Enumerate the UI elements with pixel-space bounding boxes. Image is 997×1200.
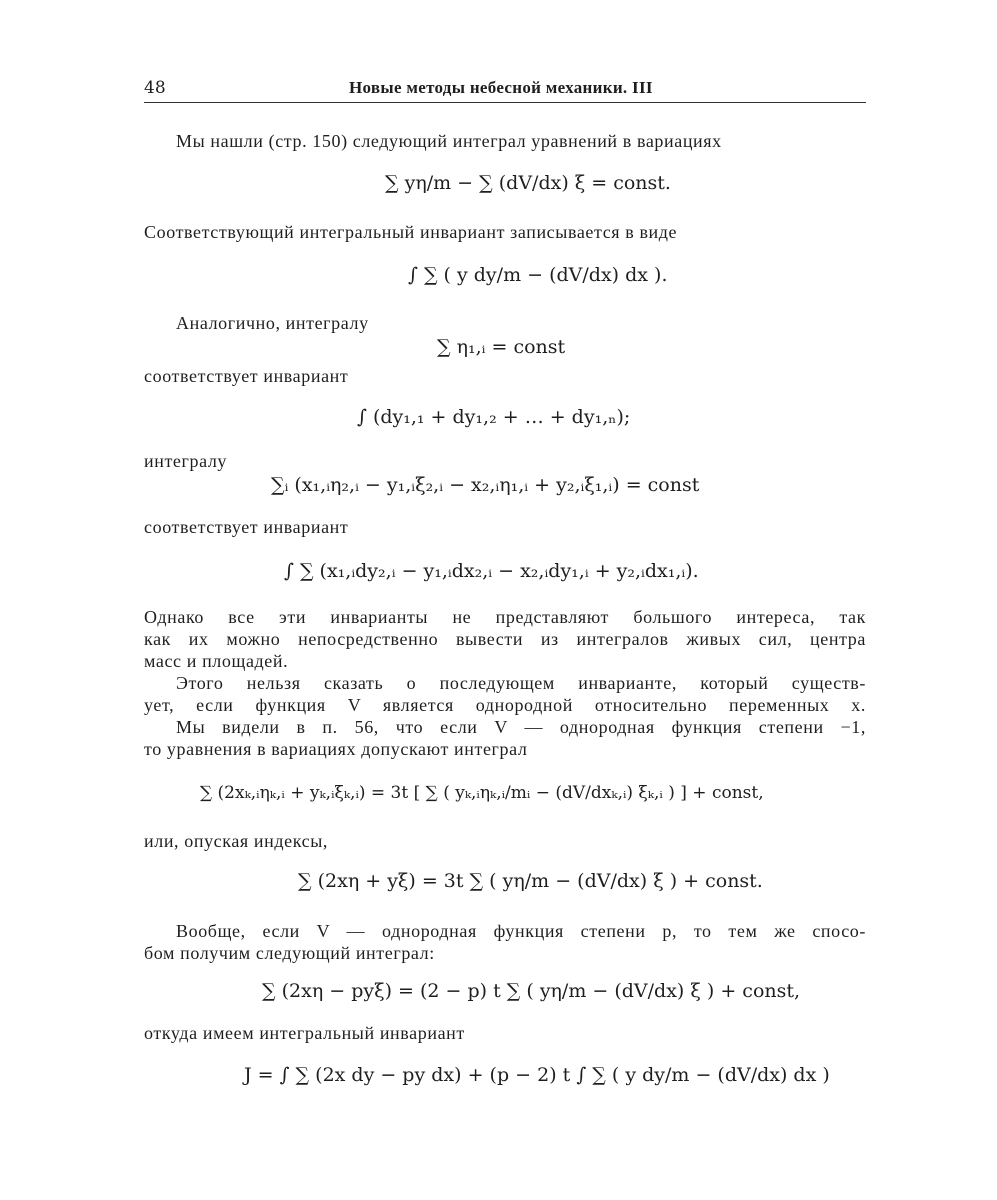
paragraph-line: Аналогично, интегралу (176, 313, 369, 333)
paragraph-line: соответствует инвариант (144, 366, 349, 386)
paragraph-line: ует, если функция V является однородной относительно переменных x. (144, 695, 866, 715)
equation: ∫ ∑ (x₁,ᵢdy₂,ᵢ − y₁,ᵢdx₂,ᵢ − x₂,ᵢdy₁,ᵢ + y₂,ᵢdx₁,ᵢ). (284, 560, 699, 582)
paragraph-line: то уравнения в вариациях допускают интеграл (144, 739, 528, 759)
paragraph-line: Этого нельзя сказать о последующем инварианте, который существ- (176, 673, 866, 693)
paragraph-line: или, опуская индексы, (144, 831, 329, 851)
paragraph-line: соответствует инвариант (144, 517, 349, 537)
paragraph-line: масс и площадей. (144, 651, 289, 671)
running-head (144, 78, 866, 103)
paragraph-line: Однако все эти инварианты не представляют большого интереса, так (144, 607, 866, 627)
paragraph-line: Вообще, если V — однородная функция степени p, то тем же спосо- (176, 921, 866, 941)
equation: ∑ (2xₖ,ᵢηₖ,ᵢ + yₖ,ᵢξₖ,ᵢ) = 3t [ ∑ ( yₖ,ᵢηₖ,ᵢ/mᵢ − (dV/dxₖ,ᵢ) ξₖ,ᵢ ) ] + const, (200, 783, 764, 803)
equation: ∑ η₁,ᵢ = const (437, 336, 566, 358)
equation: ∑ (2xη − pyξ) = (2 − p) t ∑ ( yη/m − (dV/dx) ξ ) + const, (262, 980, 801, 1002)
paragraph-line: интегралу (144, 451, 228, 471)
equation: ∑ yη/m − ∑ (dV/dx) ξ = const. (385, 172, 671, 194)
paragraph-line: откуда имеем интегральный инвариант (144, 1023, 465, 1043)
paragraph-line: бом получим следующий интеграл: (144, 943, 435, 963)
paragraph-line: Мы видели в п. 56, что если V — однородная функция степени −1, (176, 717, 866, 737)
equation: J = ∫ ∑ (2x dy − py dx) + (p − 2) t ∫ ∑ ( y dy/m − (dV/dx) dx ) (244, 1064, 830, 1086)
paragraph-line: как их можно непосредственно вывести из интегралов живых сил, центра (144, 629, 866, 649)
equation: ∑ (2xη + yξ) = 3t ∑ ( yη/m − (dV/dx) ξ ) + const. (298, 870, 763, 892)
equation: ∫ ∑ ( y dy/m − (dV/dx) dx ). (408, 264, 668, 286)
running-title: Новые методы небесной механики. III (349, 78, 653, 97)
paragraph-line: Мы нашли (стр. 150) следующий интеграл уравнений в вариациях (176, 131, 722, 151)
equation: ∫ (dy₁,₁ + dy₁,₂ + … + dy₁,ₙ); (357, 406, 631, 428)
paragraph-line: Соответствующий интегральный инвариант записывается в виде (144, 222, 678, 242)
equation: ∑ᵢ (x₁,ᵢη₂,ᵢ − y₁,ᵢξ₂,ᵢ − x₂,ᵢη₁,ᵢ + y₂,ᵢξ₁,ᵢ) = const (271, 474, 700, 496)
page-number: 48 (144, 78, 166, 98)
